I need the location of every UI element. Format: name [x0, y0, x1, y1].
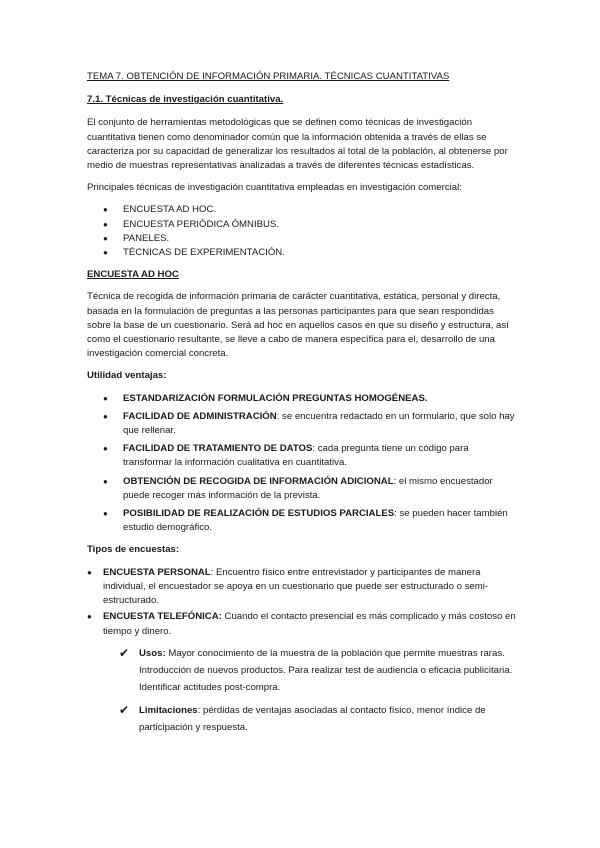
bullet-icon: ● [103, 393, 108, 403]
list-item [87, 203, 517, 217]
item-label: ESTANDARIZACIÓN FORMULACIÓN PREGUNTAS HOMOGÉNEAS. [123, 392, 428, 404]
bullet-icon: ● [87, 567, 92, 577]
list-item [87, 392, 517, 406]
list-item [103, 702, 517, 736]
bullet-icon: ● [103, 205, 108, 215]
technique-label: TÉCNICAS DE EXPERIMENTACIÓN. [123, 247, 285, 259]
document-title: TEMA 7. OBTENCIÓN DE INFORMACIÓN PRIMARIA. TÉCNICAS CUANTITATIVAS [87, 71, 450, 82]
list-item [87, 475, 517, 503]
bullet-icon: ● [103, 248, 108, 258]
checkmark-icon: ✔ [119, 702, 130, 717]
technique-label: ENCUESTA AD HOC. [123, 204, 217, 216]
utilidad-list [87, 392, 517, 536]
techniques-list [87, 203, 517, 260]
bullet-icon: ● [103, 444, 108, 454]
bullet-icon: ● [103, 233, 108, 243]
item-text: : pérdidas de ventajas asociadas al contacto físico, menor índice de participación y respuesta. [139, 704, 486, 733]
bullet-icon: ● [103, 476, 108, 486]
item-label: ENCUESTA TELEFÓNICA: [103, 611, 222, 623]
item-text: Mayor conocimiento de la muestra de la población que permite muestras raras. Introducción de nuevos productos. Para realizar test de audiencia o eficacia publicitaria. Identificar actitudes post-compra. [139, 647, 513, 693]
bullet-icon: ● [103, 509, 108, 519]
tipos-heading: Tipos de encuestas: [87, 544, 180, 556]
list-item [87, 246, 517, 260]
item-label: OBTENCIÓN DE RECOGIDA DE INFORMACIÓN ADICIONAL [123, 475, 394, 487]
item-text: : se pueden hacer también estudio demográfico. [123, 508, 508, 534]
utilidad-heading: Utilidad ventajas: [87, 370, 167, 382]
item-text: Cuando el contacto presencial es más complicado y más costoso en tiempo y dinero. [103, 611, 516, 637]
list-item [87, 507, 517, 535]
document-body [87, 70, 517, 744]
item-label: Usos: [139, 647, 166, 659]
tipos-list [87, 566, 517, 736]
item-text: : el mismo encuestador puede recoger más información de la prevista. [123, 475, 493, 501]
technique-label: PANELES. [123, 232, 170, 244]
checkmark-icon: ✔ [119, 645, 130, 660]
bullet-icon: ● [103, 411, 108, 421]
item-text: : se encuentra redactado en un formulario, que solo hay que rellenar. [123, 410, 515, 437]
list-item [87, 566, 517, 609]
item-label: FACILIDAD DE TRATAMIENTO DE DATOS [123, 443, 313, 455]
telefonica-sublist [103, 645, 517, 736]
technique-label: ENCUESTA PERIÓDICA ÓMNIBUS. [123, 218, 280, 230]
item-label: ENCUESTA PERSONAL [103, 566, 211, 578]
list-item [87, 610, 517, 735]
adhoc-heading: ENCUESTA AD HOC [87, 269, 179, 281]
list-item [87, 218, 517, 232]
principales-paragraph: Principales técnicas de investigación cuantitativa empleadas en investigación comercial: [87, 182, 462, 194]
bullet-icon: ● [87, 612, 92, 622]
list-item [103, 645, 517, 696]
item-text: : Encuentro físico entre entrevistador y participantes de manera individual, el encuestador se apoya en un cuestionario que puede ser estructurado o semi-estructurado. [103, 566, 489, 607]
list-item [87, 442, 517, 470]
item-label: POSIBILIDAD DE REALIZACIÓN DE ESTUDIOS PARCIALES [123, 508, 395, 520]
section-subtitle: 7.1. Técnicas de investigación cuantitativa. [87, 94, 284, 106]
item-text: : cada pregunta tiene un código para transformar la información cualitativa en cuantitativa. [123, 443, 469, 469]
bullet-icon: ● [103, 219, 108, 229]
intro-paragraph: El conjunto de herramientas metodológicas que se definen como técnicas de investigación cuantitativa tienen como denominador común que la información obtenida a través de ellas se caracteriza por su capacidad de generalizar los resultados al total de la población, al obtenerse por medio de muestras representativas analizadas a través de diferentes técnicas estadísticas. [87, 117, 508, 172]
adhoc-description: Técnica de recogida de información primaria de carácter cuantitativa, estática, personal y directa, basada en la formulación de preguntas a las personas participantes para que sean respondidas sobre la base de un cuestionario. Será ad hoc en aquellos casos en que su diseño y estructura, así como el cuestionario resultante, se lleve a cabo de manera específica para el, desarrollo de una investigación comercial concreta. [87, 291, 509, 360]
list-item [87, 232, 517, 246]
item-label: FACILIDAD DE ADMINISTRACIÓN [123, 410, 277, 422]
list-item [87, 410, 517, 438]
item-label: Limitaciones [139, 704, 198, 716]
